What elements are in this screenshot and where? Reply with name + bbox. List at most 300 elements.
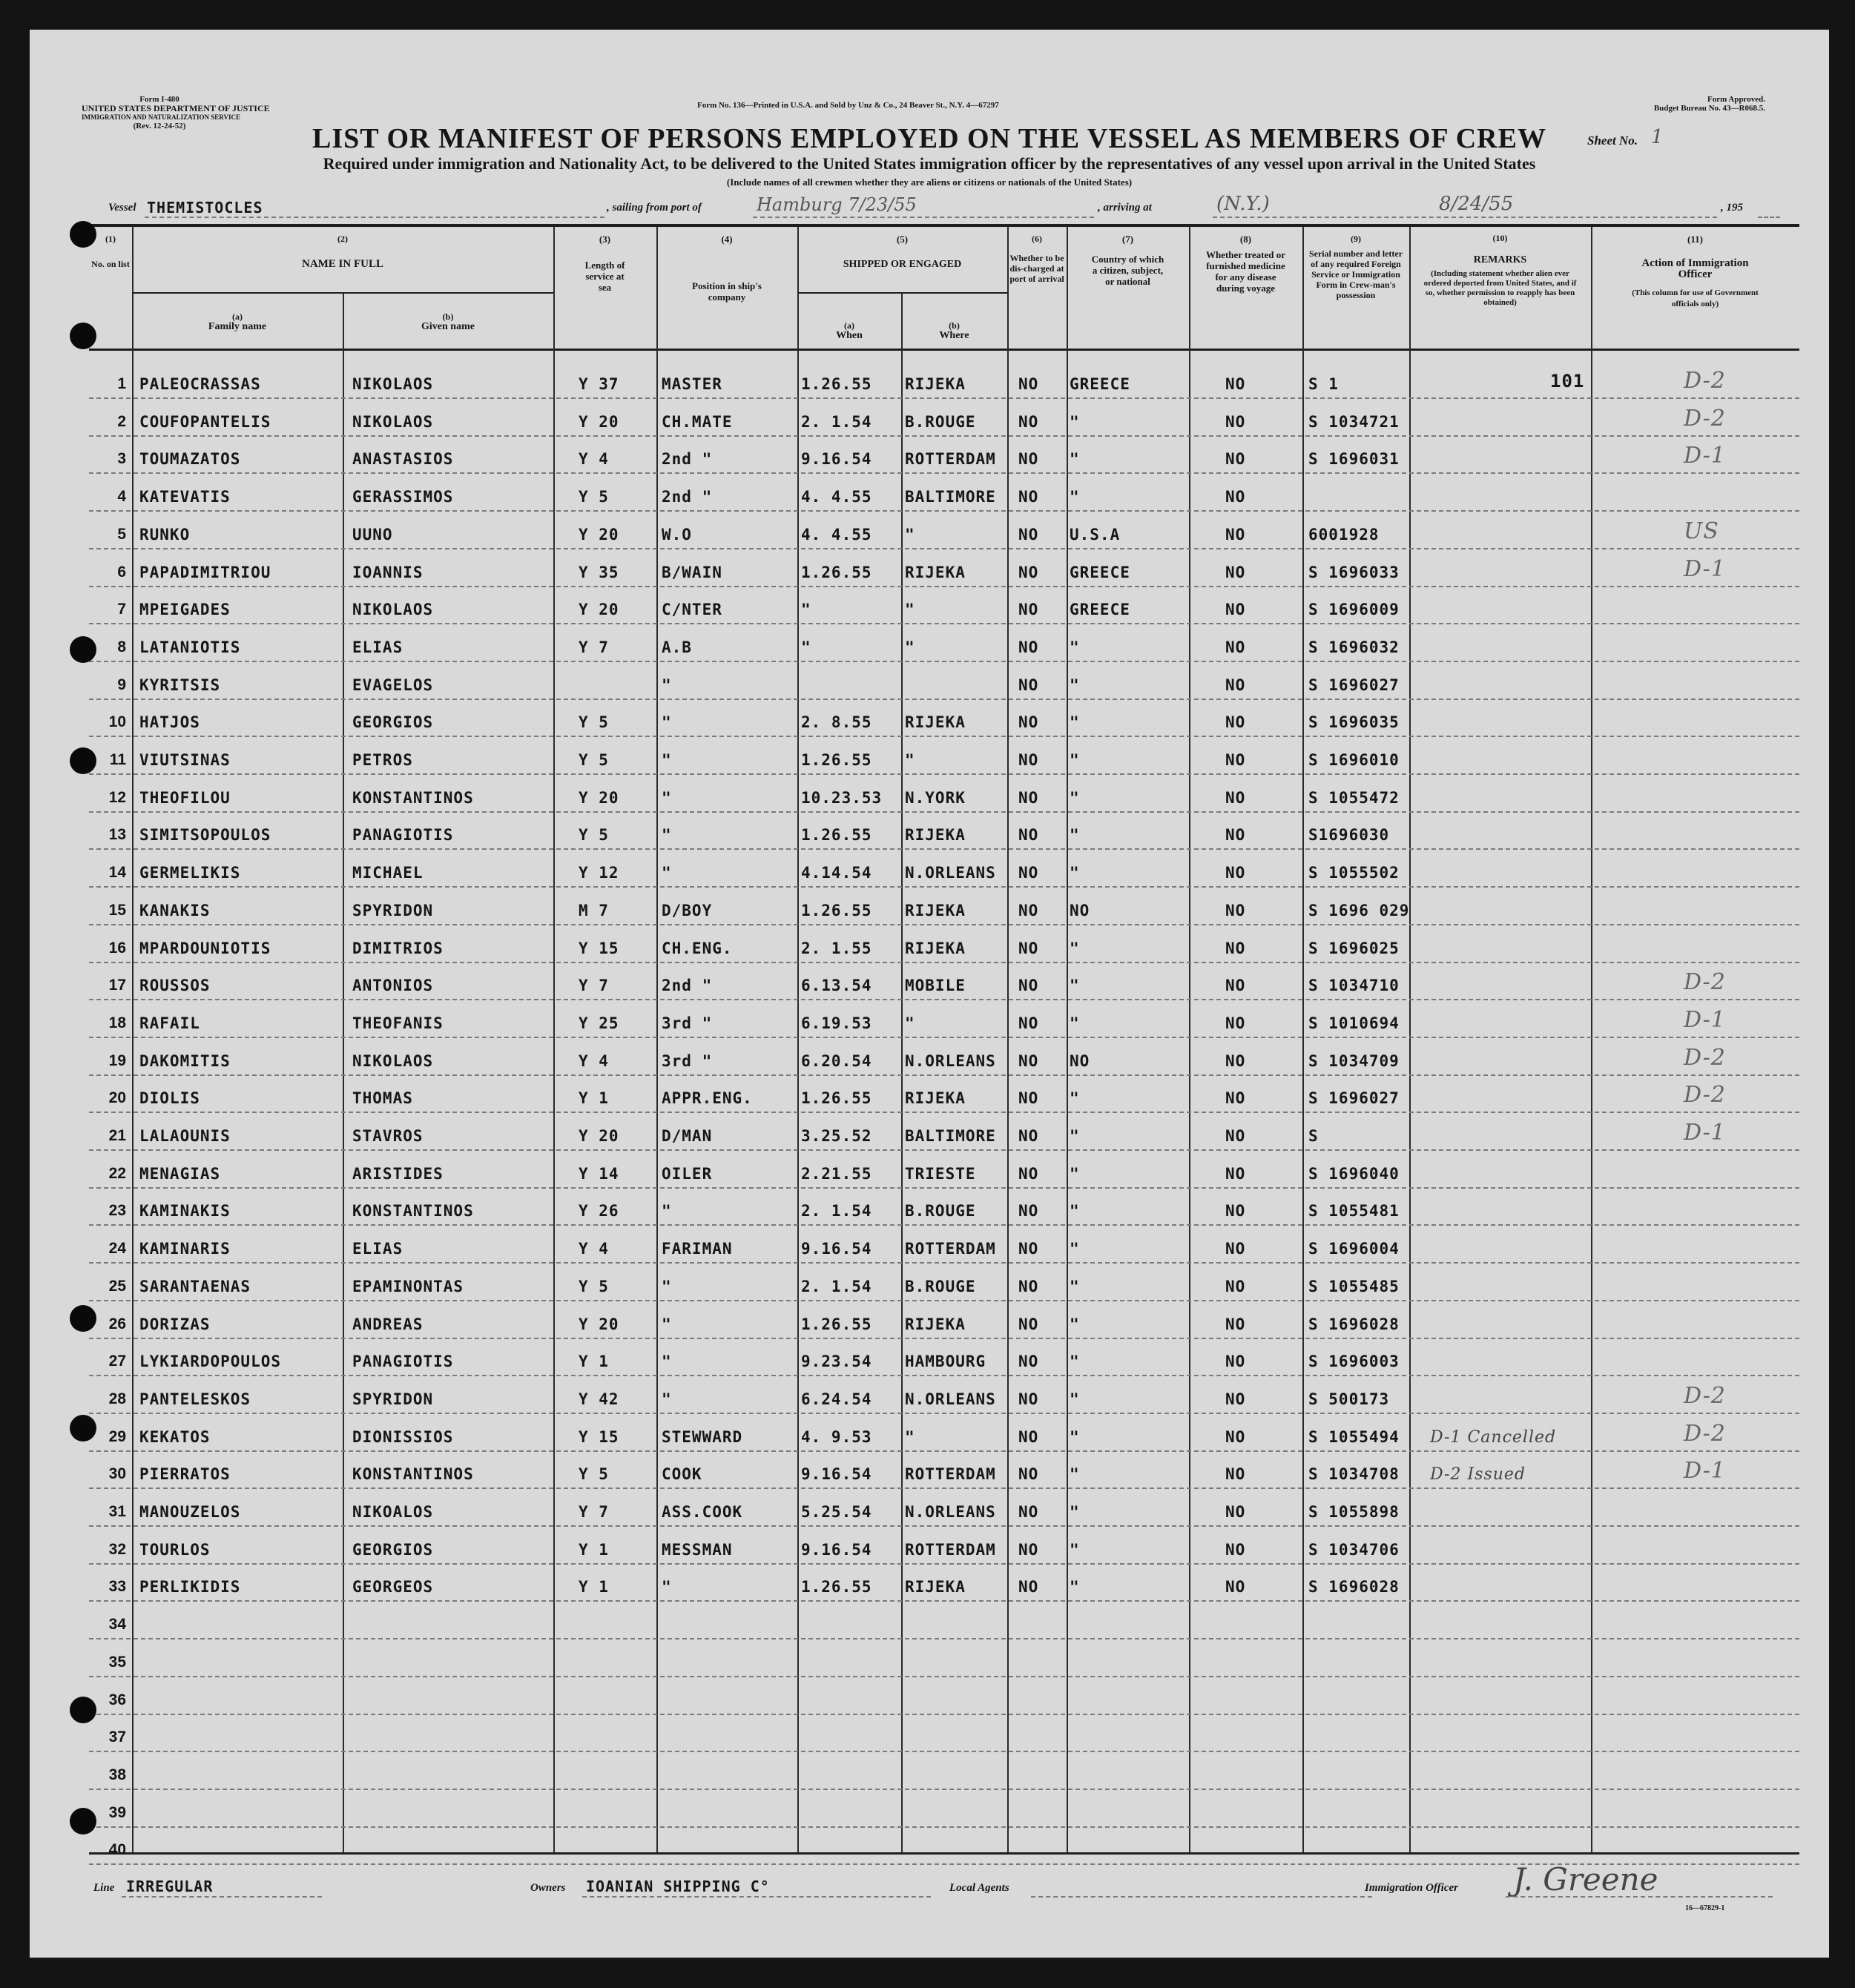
service-cell: Y 20: [579, 1315, 619, 1333]
discharge-cell: NO: [1018, 826, 1039, 845]
position-cell: 2nd ": [662, 450, 713, 469]
serial-cell: S: [1308, 1127, 1319, 1145]
include-note: (Include names of all crewmen whether they are aliens or citizens or nationals of the United States): [726, 176, 1133, 188]
arriving-port: (N.Y.): [1216, 193, 1270, 215]
discharge-cell: NO: [1018, 788, 1039, 807]
form-code: 16—67829-1: [1685, 1904, 1725, 1912]
row-number: 37: [108, 1728, 126, 1746]
medicine-cell: NO: [1225, 375, 1246, 393]
row-number: 5: [117, 525, 126, 543]
row-number: 33: [108, 1578, 126, 1596]
row-number: 39: [108, 1803, 126, 1821]
form-printer-note: Form No. 136—Printed in U.S.A. and Sold by Unz & Co., 24 Beaver St., N.Y. 4—67297: [697, 101, 999, 110]
discharge-cell: NO: [1018, 1164, 1039, 1183]
family-name-cell: LATANIOTIS: [139, 638, 241, 656]
punch-hole: [70, 1415, 96, 1442]
requirement-statement: Required under immigration and Nationality Act, to be delivered to the United States immigration officer by the representatives of any vessel upon arrival in the United States: [323, 154, 1536, 173]
medicine-cell: NO: [1225, 1503, 1246, 1521]
row-rule: [89, 1714, 1799, 1715]
family-name-cell: KEKATOS: [139, 1427, 211, 1446]
col-when-label: When: [836, 330, 863, 341]
given-name-cell: ANDREAS: [352, 1315, 424, 1333]
family-name-cell: MENAGIAS: [139, 1164, 221, 1183]
service-cell: Y 37: [579, 375, 619, 393]
row-number: 26: [108, 1315, 126, 1333]
row-number: 11: [109, 751, 126, 768]
service-cell: Y 5: [579, 1277, 609, 1295]
row-rule: [89, 1074, 1799, 1076]
where-cell: RIJEKA: [905, 1089, 966, 1108]
country-cell: ": [1070, 1578, 1080, 1596]
row-rule: [89, 623, 1799, 624]
given-name-cell: NIKOLAOS: [352, 412, 434, 431]
position-cell: ": [662, 1315, 672, 1333]
col-remarks-header: [1409, 234, 1591, 308]
col-discharge-num: (6): [1032, 234, 1042, 244]
where-cell: RIJEKA: [905, 1578, 966, 1596]
col-remarks-label: REMARKS: [1473, 254, 1527, 265]
medicine-cell: NO: [1225, 563, 1246, 581]
country-cell: ": [1070, 676, 1080, 694]
remarks-cell: D-2 Issued: [1430, 1465, 1526, 1485]
given-name-cell: MICHAEL: [352, 864, 424, 882]
col-when-num: (a): [844, 320, 854, 331]
discharge-cell: NO: [1018, 977, 1039, 995]
country-cell: ": [1070, 1465, 1080, 1484]
service-cell: Y 7: [579, 638, 609, 656]
row-number: 25: [108, 1277, 126, 1295]
row-rule: [89, 1112, 1799, 1113]
row-rule: [89, 1149, 1799, 1151]
col-medicine-label: Whether treated or furnished medicine for any disease during voyage: [1205, 249, 1286, 294]
row-number: 22: [108, 1164, 126, 1182]
service-cell: Y 4: [579, 1240, 609, 1258]
service-cell: Y 14: [579, 1164, 619, 1183]
position-cell: ": [662, 713, 672, 732]
service-cell: M 7: [579, 901, 609, 919]
action-cell: D-2: [1684, 368, 1726, 394]
country-cell: ": [1070, 1277, 1080, 1295]
sailing-port: Hamburg 7/23/55: [757, 194, 917, 215]
where-cell: HAMBOURG: [905, 1353, 986, 1371]
service-cell: Y 25: [579, 1014, 619, 1032]
action-cell: D-1: [1684, 1006, 1726, 1033]
header-bottom-rule: [89, 349, 1799, 351]
vessel-name: THEMISTOCLES: [147, 199, 263, 217]
country-cell: ": [1070, 977, 1080, 995]
country-cell: ": [1070, 939, 1080, 957]
when-cell: 1.26.55: [801, 901, 872, 919]
where-cell: RIJEKA: [905, 1315, 966, 1333]
when-cell: 6.24.54: [801, 1390, 872, 1408]
service-cell: Y 26: [579, 1202, 619, 1221]
row-number: 1: [117, 375, 126, 392]
discharge-cell: NO: [1018, 864, 1039, 882]
medicine-cell: NO: [1225, 1014, 1246, 1032]
col-position-header: [656, 234, 797, 303]
discharge-cell: NO: [1018, 939, 1039, 957]
country-cell: ": [1070, 751, 1080, 769]
family-name-cell: KYRITSIS: [139, 676, 221, 694]
where-cell: ROTTERDAM: [905, 1465, 996, 1484]
serial-cell: S 1696028: [1308, 1578, 1400, 1596]
medicine-cell: NO: [1225, 1353, 1246, 1371]
serial-cell: S 1696031: [1308, 450, 1400, 469]
discharge-cell: NO: [1018, 375, 1039, 393]
service-cell: Y 7: [579, 1503, 609, 1521]
family-name-cell: PAPADIMITRIOU: [139, 563, 271, 581]
medicine-cell: NO: [1225, 1240, 1246, 1258]
discharge-cell: NO: [1018, 1578, 1039, 1596]
position-cell: W.O: [662, 525, 692, 544]
country-cell: ": [1070, 713, 1080, 732]
action-cell: D-2: [1684, 969, 1726, 996]
position-cell: MASTER: [662, 375, 722, 393]
col-country-label: Country of which a citizen, subject, or national: [1091, 254, 1164, 287]
discharge-cell: NO: [1018, 1051, 1039, 1070]
service-cell: Y 5: [579, 488, 609, 506]
action-cell: D-2: [1684, 1382, 1726, 1409]
row-number: 36: [108, 1691, 126, 1708]
serial-cell: 6001928: [1308, 525, 1380, 544]
row-number: 4: [117, 488, 126, 506]
row-number: 20: [108, 1089, 126, 1107]
country-cell: ": [1070, 864, 1080, 882]
year-suffix: , 195: [1721, 202, 1743, 214]
manifest-sheet: [30, 30, 1829, 1958]
row-number: 14: [108, 864, 126, 882]
punch-hole: [70, 1808, 96, 1835]
serial-cell: S 1696027: [1308, 1089, 1400, 1108]
medicine-cell: NO: [1225, 1164, 1246, 1183]
family-name-cell: DIOLIS: [139, 1089, 200, 1108]
when-cell: ": [801, 601, 811, 619]
when-cell: 3.25.52: [801, 1127, 872, 1145]
given-name-cell: THEOFANIS: [352, 1014, 444, 1032]
where-cell: N.ORLEANS: [905, 1051, 996, 1070]
where-cell: RIJEKA: [905, 826, 966, 845]
position-cell: CH.ENG.: [662, 939, 733, 957]
punch-hole: [70, 1305, 96, 1332]
service-line: IMMIGRATION AND NATURALIZATION SERVICE: [82, 113, 240, 121]
discharge-cell: NO: [1018, 638, 1039, 656]
position-cell: ASS.COOK: [662, 1503, 743, 1521]
row-rule: [89, 1525, 1799, 1527]
medicine-cell: NO: [1225, 525, 1246, 544]
col-serial-header: [1302, 234, 1409, 300]
when-cell: 5.25.54: [801, 1503, 872, 1521]
action-cell: D-2: [1684, 1082, 1726, 1109]
position-cell: APPR.ENG.: [662, 1089, 753, 1108]
country-cell: ": [1070, 412, 1080, 431]
discharge-cell: NO: [1018, 751, 1039, 769]
given-name-cell: UUNO: [352, 525, 393, 544]
when-cell: 2. 8.55: [801, 713, 872, 732]
col-given-header: [343, 311, 553, 332]
discharge-cell: NO: [1018, 676, 1039, 694]
row-number: 31: [108, 1503, 126, 1520]
given-name-cell: GEORGIOS: [352, 713, 434, 732]
serial-cell: S 1696028: [1308, 1315, 1400, 1333]
service-cell: Y 4: [579, 450, 609, 469]
row-rule: [89, 1789, 1799, 1790]
officer-label: Immigration Officer: [1365, 1882, 1458, 1894]
serial-cell: S1696030: [1308, 826, 1390, 845]
where-cell: BALTIMORE: [905, 488, 996, 506]
row-number: 24: [108, 1240, 126, 1258]
discharge-cell: NO: [1018, 1277, 1039, 1295]
row-rule: [89, 999, 1799, 1000]
position-cell: ": [662, 864, 672, 882]
position-cell: A.B: [662, 638, 692, 656]
col-shipped-header: [797, 234, 1007, 271]
serial-cell: S 1055502: [1308, 864, 1400, 882]
medicine-cell: NO: [1225, 1465, 1246, 1484]
where-cell: N.ORLEANS: [905, 1503, 996, 1521]
country-cell: U.S.A: [1070, 525, 1121, 544]
when-cell: 9.16.54: [801, 1240, 872, 1258]
serial-cell: S 1010694: [1308, 1014, 1400, 1032]
row-rule: [89, 1751, 1799, 1752]
row-rule: [89, 1676, 1799, 1677]
country-cell: ": [1070, 638, 1080, 656]
service-cell: Y 35: [579, 563, 619, 581]
given-name-cell: KONSTANTINOS: [352, 788, 474, 807]
when-cell: 4. 4.55: [801, 488, 872, 506]
row-number: 6: [117, 563, 126, 581]
col-family-num: (a): [232, 311, 243, 322]
row-number: 34: [108, 1616, 126, 1634]
family-name-cell: SARANTAENAS: [139, 1277, 251, 1295]
position-cell: ": [662, 1353, 672, 1371]
when-cell: 9.23.54: [801, 1353, 872, 1371]
country-cell: GREECE: [1070, 375, 1130, 393]
medicine-cell: NO: [1225, 1277, 1246, 1295]
table-top-rule: [89, 224, 1799, 227]
when-cell: 6.19.53: [801, 1014, 872, 1032]
row-number: 18: [108, 1014, 126, 1031]
medicine-cell: NO: [1225, 1089, 1246, 1108]
discharge-cell: NO: [1018, 1427, 1039, 1446]
row-rule: [89, 1338, 1799, 1339]
country-cell: ": [1070, 1503, 1080, 1521]
row-number: 13: [108, 826, 126, 844]
family-name-cell: MANOUZELOS: [139, 1503, 241, 1521]
given-name-cell: SPYRIDON: [352, 1390, 434, 1408]
sailing-label: , sailing from port of: [607, 202, 702, 214]
row-rule: [89, 397, 1799, 399]
action-cell: D-1: [1684, 1120, 1726, 1146]
medicine-cell: NO: [1225, 1315, 1246, 1333]
where-cell: TRIESTE: [905, 1164, 976, 1183]
row-number: 23: [108, 1202, 126, 1220]
serial-cell: S 1034708: [1308, 1465, 1400, 1484]
service-cell: Y 5: [579, 751, 609, 769]
where-cell: RIJEKA: [905, 713, 966, 732]
medicine-cell: NO: [1225, 1127, 1246, 1145]
approval-line: Form Approved.: [1707, 95, 1765, 104]
country-cell: ": [1070, 788, 1080, 807]
col-action-num: (11): [1687, 234, 1703, 245]
row-number: 8: [117, 638, 126, 655]
country-cell: ": [1070, 1164, 1080, 1183]
col-discharge-label: Whether to be dis-charged at port of arrival: [1009, 253, 1064, 284]
given-name-cell: NIKOLAOS: [352, 1051, 434, 1070]
col-discharge-header: [1007, 234, 1067, 284]
given-name-cell: NIKOLAOS: [352, 375, 434, 393]
medicine-cell: NO: [1225, 1427, 1246, 1446]
where-cell: B.ROUGE: [905, 412, 976, 431]
row-rule: [89, 1300, 1799, 1301]
given-name-cell: ANTONIOS: [352, 977, 434, 995]
country-cell: ": [1070, 1390, 1080, 1408]
family-name-cell: LYKIARDOPOULOS: [139, 1353, 282, 1371]
medicine-cell: NO: [1225, 788, 1246, 807]
manifest-title: LIST OR MANIFEST OF PERSONS EMPLOYED ON THE VESSEL AS MEMBERS OF CREW: [312, 123, 1546, 154]
when-cell: 10.23.53: [801, 788, 883, 807]
col-position-label: Position in ship's company: [692, 280, 762, 303]
serial-cell: S 1034706: [1308, 1540, 1400, 1559]
owners-value: IOANIAN SHIPPING C°: [586, 1878, 770, 1895]
serial-cell: S 1055472: [1308, 788, 1400, 807]
row-rule: [89, 586, 1799, 587]
family-name-cell: PANTELESKOS: [139, 1390, 251, 1408]
row-rule: [89, 924, 1799, 925]
position-cell: ": [662, 1390, 672, 1408]
budget-line: Budget Bureau No. 43—R068.5.: [1653, 104, 1765, 113]
serial-cell: S 1034721: [1308, 412, 1400, 431]
row-rule: [89, 1375, 1799, 1376]
where-cell: RIJEKA: [905, 375, 966, 393]
row-rule: [89, 661, 1799, 662]
row-number: 27: [108, 1353, 126, 1370]
col-name-label: NAME IN FULL: [301, 258, 383, 270]
given-name-cell: DIMITRIOS: [352, 939, 444, 957]
given-name-cell: ANASTASIOS: [352, 450, 454, 469]
family-name-cell: DAKOMITIS: [139, 1051, 231, 1070]
row-number: 21: [108, 1127, 126, 1144]
col-when-header: [797, 320, 901, 341]
discharge-cell: NO: [1018, 1353, 1039, 1371]
medicine-cell: NO: [1225, 412, 1246, 431]
country-cell: ": [1070, 1202, 1080, 1221]
row-rule: [89, 848, 1799, 850]
family-name-cell: KAMINARIS: [139, 1240, 231, 1258]
medicine-cell: NO: [1225, 977, 1246, 995]
sheet-number: 1: [1651, 126, 1664, 148]
row-rule: [89, 773, 1799, 775]
medicine-cell: NO: [1225, 901, 1246, 919]
family-name-cell: DORIZAS: [139, 1315, 211, 1333]
action-cell: D-1: [1684, 555, 1726, 582]
row-rule: [89, 736, 1799, 737]
row-rule: [89, 1487, 1799, 1489]
when-cell: 6.20.54: [801, 1051, 872, 1070]
service-cell: Y 20: [579, 601, 619, 619]
where-cell: N.ORLEANS: [905, 1390, 996, 1408]
col-country-num: (7): [1121, 234, 1134, 245]
punch-hole: [70, 636, 96, 663]
medicine-cell: NO: [1225, 751, 1246, 769]
discharge-cell: NO: [1018, 412, 1039, 431]
action-cell: D-2: [1684, 1420, 1726, 1447]
col-no-label: No. on list: [91, 259, 130, 269]
officer-signature: J. Greene: [1513, 1861, 1658, 1898]
row-rule: [89, 510, 1799, 512]
when-cell: 6.13.54: [801, 977, 872, 995]
medicine-cell: NO: [1225, 1051, 1246, 1070]
arrival-date: 8/24/55: [1439, 193, 1514, 215]
discharge-cell: NO: [1018, 713, 1039, 732]
serial-cell: S 1696033: [1308, 563, 1400, 581]
family-name-cell: SIMITSOPOULOS: [139, 826, 271, 845]
discharge-cell: NO: [1018, 601, 1039, 619]
where-cell: ": [905, 1014, 915, 1032]
medicine-cell: NO: [1225, 601, 1246, 619]
where-cell: RIJEKA: [905, 901, 966, 919]
discharge-cell: NO: [1018, 1465, 1039, 1484]
serial-cell: S 1: [1308, 375, 1339, 393]
col-where-num: (b): [949, 320, 960, 331]
serial-cell: S 1696 029: [1308, 901, 1410, 919]
row-rule: [89, 435, 1799, 437]
position-cell: 3rd ": [662, 1051, 713, 1070]
sheet-label: Sheet No.: [1587, 133, 1638, 148]
given-name-cell: PETROS: [352, 751, 413, 769]
action-cell: D-2: [1684, 1044, 1726, 1071]
given-name-cell: IOANNIS: [352, 563, 424, 581]
row-rule: [89, 886, 1799, 888]
col-service-label: Length of service at sea: [584, 260, 625, 293]
row-number: 12: [108, 788, 126, 806]
given-name-cell: DIONISSIOS: [352, 1427, 454, 1446]
row-number: 29: [108, 1427, 126, 1445]
when-cell: 4. 4.55: [801, 525, 872, 544]
col-medicine-header: [1189, 234, 1302, 294]
country-cell: GREECE: [1070, 601, 1130, 619]
when-cell: 2. 1.55: [801, 939, 872, 957]
family-name-cell: THEOFILOU: [139, 788, 231, 807]
col-position-num: (4): [721, 234, 733, 245]
row-number: 16: [108, 939, 126, 957]
service-cell: Y 20: [579, 525, 619, 544]
country-cell: GREECE: [1070, 563, 1130, 581]
given-name-cell: SPYRIDON: [352, 901, 434, 919]
country-cell: ": [1070, 450, 1080, 469]
family-name-cell: HATJOS: [139, 713, 200, 732]
given-name-cell: ELIAS: [352, 638, 403, 656]
service-cell: Y 7: [579, 977, 609, 995]
serial-cell: S 500173: [1308, 1390, 1390, 1408]
discharge-cell: NO: [1018, 1014, 1039, 1032]
row-number: 35: [108, 1653, 126, 1671]
discharge-cell: NO: [1018, 1315, 1039, 1333]
line-label: Line: [93, 1882, 115, 1894]
medicine-cell: NO: [1225, 1390, 1246, 1408]
given-name-cell: NIKOLAOS: [352, 601, 434, 619]
serial-cell: S 1055494: [1308, 1427, 1400, 1446]
when-cell: 1.26.55: [801, 751, 872, 769]
row-number: 32: [108, 1540, 126, 1558]
where-cell: ": [905, 525, 915, 544]
medicine-cell: NO: [1225, 450, 1246, 469]
service-cell: Y 20: [579, 788, 619, 807]
given-name-cell: PANAGIOTIS: [352, 1353, 454, 1371]
col-country-header: [1067, 234, 1189, 287]
when-cell: 2. 1.54: [801, 1202, 872, 1221]
row-number: 19: [108, 1051, 126, 1069]
position-cell: COOK: [662, 1465, 702, 1484]
